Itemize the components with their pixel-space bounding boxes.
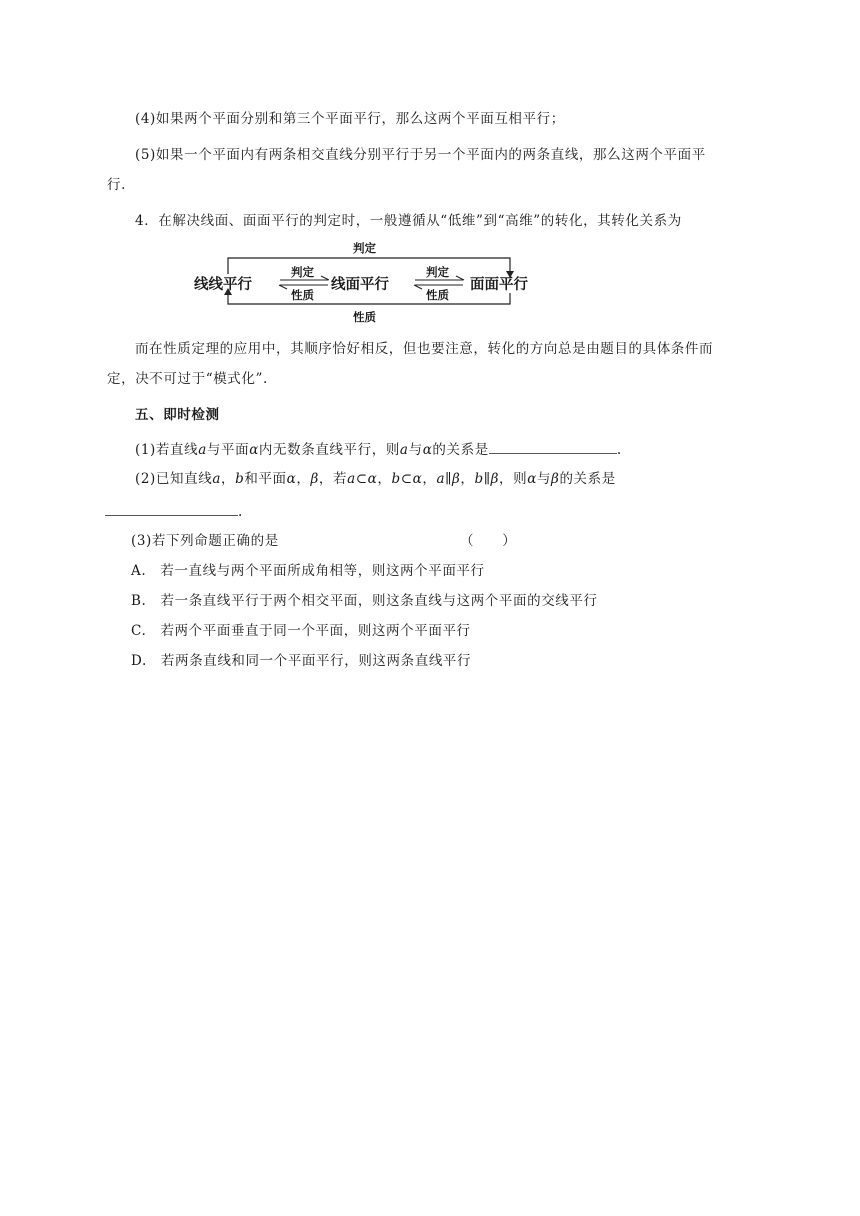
- paragraph-section-4: 4．在解决线面、面面平行的判定时，一般遵循从“低维”到“高维”的转化，其转化关系为: [135, 213, 682, 229]
- q2-text-6: 的关系是: [559, 471, 616, 487]
- question-3-option-d[interactable]: D. 若两条直线和同一个平面平行，则这两条直线平行: [131, 653, 472, 669]
- q2-comma-2: ，: [296, 471, 311, 487]
- transformation-diagram: [190, 240, 560, 328]
- right-property-arrowhead: [414, 285, 422, 289]
- q2-var-a: a: [212, 471, 221, 487]
- q2-var-b: b: [235, 471, 245, 487]
- q2-comma-4: ，: [422, 471, 437, 487]
- q2-answer-blank[interactable]: [105, 503, 238, 516]
- paragraph-after-line1: 而在性质定理的应用中，其顺序恰好相反，但也要注意，转化的方向总是由题目的具体条件而: [135, 341, 714, 357]
- q2-comma-1: ，: [220, 471, 236, 487]
- left-property-arrowhead: [279, 285, 287, 289]
- question-1: [135, 441, 622, 459]
- diagram-right-judge-label: 判定: [426, 265, 449, 279]
- q2-text-2: 和平面: [244, 471, 287, 487]
- q2-var-alpha3: α: [412, 471, 423, 487]
- paragraph-item-5-line2: 行.: [107, 177, 126, 193]
- q1-text-2: 与平面: [206, 442, 250, 458]
- q1-var-alpha: α: [249, 442, 259, 458]
- q2-expr-a2: a: [436, 471, 446, 487]
- q1-text-5: 的关系是: [432, 442, 489, 458]
- q2-var-beta2: β: [452, 471, 461, 487]
- q2-var-alpha: α: [286, 471, 297, 487]
- q1-text-4: 与: [408, 442, 423, 458]
- q2-text-4: ，则: [499, 471, 528, 487]
- q2-expr-b: b: [391, 471, 401, 487]
- q2-var-alpha2: α: [367, 471, 378, 487]
- diagram-node-line-line: 线线平行: [194, 277, 252, 293]
- q2-parallel-2: ∥: [483, 471, 491, 487]
- question-3-answer-paren[interactable]: （ ）: [460, 533, 517, 549]
- question-3-option-a[interactable]: A. 若一直线与两个平面所成角相等，则这两个平面平行: [131, 563, 485, 579]
- right-judge-arrowhead: [456, 276, 464, 280]
- paragraph-item-4: (4)如果两个平面分别和第三个平面平行，那么这两个平面互相平行；: [135, 111, 565, 127]
- q2-var-beta4: β: [551, 471, 560, 487]
- top-judge-arrow: [228, 258, 510, 274]
- diagram-top-label: 判定: [353, 241, 376, 255]
- q2-text-5: 与: [536, 471, 552, 487]
- question-3-option-b[interactable]: B. 若一条直线平行于两个相交平面，则这条直线与这两个平面的交线平行: [131, 593, 598, 609]
- q1-end: .: [616, 442, 622, 458]
- question-3-option-c[interactable]: C. 若两个平面垂直于同一个平面，则这两个平面平行: [131, 623, 471, 639]
- q1-var-a: a: [198, 442, 207, 458]
- q2-subset-2: ⊂: [400, 471, 413, 487]
- q1-text-3: 内无数条直线平行，则: [258, 442, 400, 458]
- q2-var-alpha4: α: [527, 471, 537, 487]
- diagram-right-property-label: 性质: [426, 288, 449, 302]
- q1-var-a2: a: [399, 442, 409, 458]
- question-3-stem: (3)若下列命题正确的是: [131, 533, 279, 549]
- q2-text-1: (2)已知直线: [135, 471, 213, 487]
- q2-var-beta3: β: [490, 471, 500, 487]
- paragraph-item-5-line1: (5)如果一个平面内有两条相交直线分别平行于另一个平面内的两条直线，那么这两个平面平: [135, 147, 706, 163]
- q2-expr-b2: b: [474, 471, 484, 487]
- q2-comma-5: ，: [460, 471, 475, 487]
- diagram-bottom-label: 性质: [353, 310, 376, 324]
- question-2-line2: [105, 503, 243, 521]
- q2-comma-3: ，: [377, 471, 392, 487]
- diagram-left-property-label: 性质: [291, 288, 314, 302]
- q2-var-beta: β: [310, 471, 319, 487]
- q2-parallel-1: ∥: [445, 471, 452, 487]
- diagram-node-plane-plane: 面面平行: [470, 277, 528, 293]
- question-2: [135, 470, 616, 488]
- left-judge-arrowhead: [321, 276, 329, 280]
- q2-subset-1: ⊂: [355, 471, 368, 487]
- q2-text-3: ，若: [318, 471, 348, 487]
- q2-expr-a: a: [347, 471, 356, 487]
- q1-answer-blank[interactable]: [489, 441, 617, 454]
- q1-text-1: (1)若直线: [135, 442, 199, 458]
- bottom-property-arrow: [228, 293, 510, 304]
- paragraph-after-line2: 定，决不可过于“模式化”.: [107, 371, 268, 387]
- section-heading: 五、即时检测: [135, 407, 220, 423]
- diagram-left-judge-label: 判定: [291, 265, 314, 279]
- q1-var-alpha2: α: [422, 442, 433, 458]
- diagram-node-line-plane: 线面平行: [331, 277, 389, 293]
- q2-end: .: [238, 504, 243, 520]
